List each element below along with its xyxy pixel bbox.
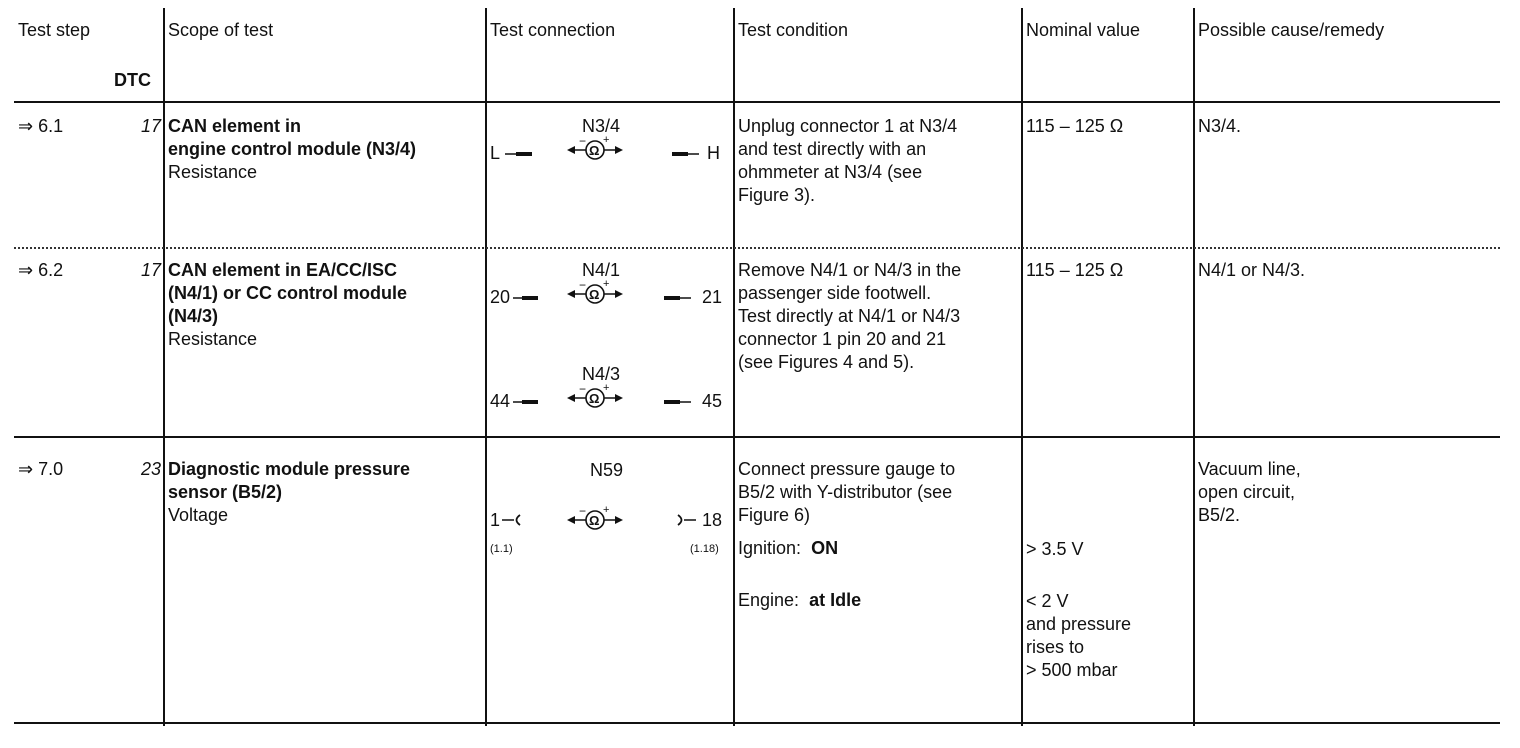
svg-text:Ω: Ω: [589, 287, 600, 302]
svg-text:−: −: [579, 382, 587, 396]
table-bottom-rule: [14, 722, 1500, 724]
row-6-1-right-lead: [672, 149, 702, 159]
row-7-0-scope: Diagnostic module pressure sensor (B5/2) Voltage: [168, 459, 411, 525]
row-6-2-right-lead-b: [664, 397, 694, 407]
header-dtc: DTC: [114, 70, 151, 90]
header-test-connection: Test connection: [490, 20, 616, 40]
svg-text:Ω: Ω: [589, 391, 600, 406]
row-6-1-module-label: N3/4: [582, 116, 621, 136]
row-6-2-nominal: 115 – 125 Ω: [1026, 260, 1124, 280]
row-7-0-right-pin-sub: (1.18): [690, 543, 719, 555]
svg-text:+: +: [603, 504, 610, 516]
row-7-0-right-socket-icon: [676, 512, 698, 528]
row-6-2-left-pin-a: 20: [490, 287, 511, 307]
header-test-step: Test step: [18, 20, 91, 40]
svg-text:+: +: [603, 278, 610, 290]
row-6-2-module-a-label: N4/1: [582, 260, 621, 280]
row-7-0-step: ⇒ 7.0: [18, 459, 64, 479]
row-6-1-nominal: 115 – 125 Ω: [1026, 116, 1124, 136]
header-possible-cause: Possible cause/remedy: [1198, 20, 1385, 40]
row-6-2-left-pin-b: 44: [490, 391, 511, 411]
header-test-condition: Test condition: [738, 20, 849, 40]
svg-text:+: +: [603, 382, 610, 394]
row-6-2-step: ⇒ 6.2: [18, 260, 64, 280]
row-7-0-engine: Engine: at Idle: [738, 590, 862, 610]
ohmmeter-icon: [567, 383, 631, 413]
row-7-0-left-socket-icon: [502, 512, 524, 528]
svg-text:−: −: [579, 504, 587, 518]
row-7-0-right-pin: 18: [702, 510, 723, 530]
column-divider-5: [1193, 8, 1195, 726]
column-divider-2: [485, 8, 487, 726]
row-7-0-dtc: 23: [141, 459, 162, 479]
row-separator-dotted: [14, 247, 1500, 249]
column-divider-4: [1021, 8, 1023, 726]
row-6-2-right-lead-a: [664, 293, 694, 303]
row-6-2-left-lead-b: [513, 397, 543, 407]
ohmmeter-icon: [567, 505, 631, 535]
row-6-1-remedy: N3/4.: [1198, 116, 1242, 136]
header-rule: [14, 101, 1500, 103]
row-6-1-scope: CAN element in engine control module (N3/4) Resistance: [168, 116, 417, 182]
row-6-1-right-pin: H: [707, 143, 720, 163]
row-separator: [14, 436, 1500, 438]
row-7-0-left-pin-sub: (1.1): [490, 543, 513, 555]
row-7-0-nominal-2: < 2 V and pressure rises to > 500 mbar: [1026, 591, 1132, 680]
row-6-2-condition: Remove N4/1 or N4/3 in the passenger side footwell. Test directly at N4/1 or N4/3 connector 1 pin 20 and 21 (see Figures 4 and 5).: [738, 260, 962, 372]
header-nominal-value: Nominal value: [1026, 20, 1141, 40]
row-6-2-right-pin-b: 45: [702, 391, 723, 411]
row-6-2-left-lead-a: [513, 293, 543, 303]
row-6-1-step: ⇒ 6.1: [18, 116, 64, 136]
row-6-1-left-lead: [505, 149, 535, 159]
header-scope-of-test: Scope of test: [168, 20, 274, 40]
row-6-2-scope: CAN element in EA/CC/ISC (N4/1) or CC control module (N4/3) Resistance: [168, 260, 408, 349]
row-6-2-remedy: N4/1 or N4/3.: [1198, 260, 1306, 280]
row-6-1-condition: Unplug connector 1 at N3/4 and test directly with an ohmmeter at N3/4 (see Figure 3).: [738, 116, 958, 205]
row-7-0-condition: Connect pressure gauge to B5/2 with Y-distributor (see Figure 6): [738, 459, 956, 525]
svg-text:−: −: [579, 278, 587, 292]
row-7-0-remedy: Vacuum line, open circuit, B5/2.: [1198, 459, 1301, 525]
row-7-0-ignition: Ignition: ON: [738, 538, 839, 558]
svg-text:−: −: [579, 134, 587, 148]
column-divider-3: [733, 8, 735, 726]
row-6-1-dtc: 17: [141, 116, 162, 136]
row-7-0-nominal-1: > 3.5 V: [1026, 539, 1084, 559]
row-7-0-left-pin: 1: [490, 510, 501, 530]
ohmmeter-icon: [567, 135, 631, 165]
column-divider-1: [163, 8, 165, 726]
row-6-2-dtc: 17: [141, 260, 162, 280]
svg-text:Ω: Ω: [589, 143, 600, 158]
svg-text:+: +: [603, 134, 610, 146]
row-6-1-left-pin: L: [490, 143, 501, 163]
ohmmeter-icon: [567, 279, 631, 309]
row-7-0-module-label: N59: [590, 460, 624, 480]
svg-text:Ω: Ω: [589, 513, 600, 528]
row-6-2-module-b-label: N4/3: [582, 364, 621, 384]
row-6-2-right-pin-a: 21: [702, 287, 723, 307]
